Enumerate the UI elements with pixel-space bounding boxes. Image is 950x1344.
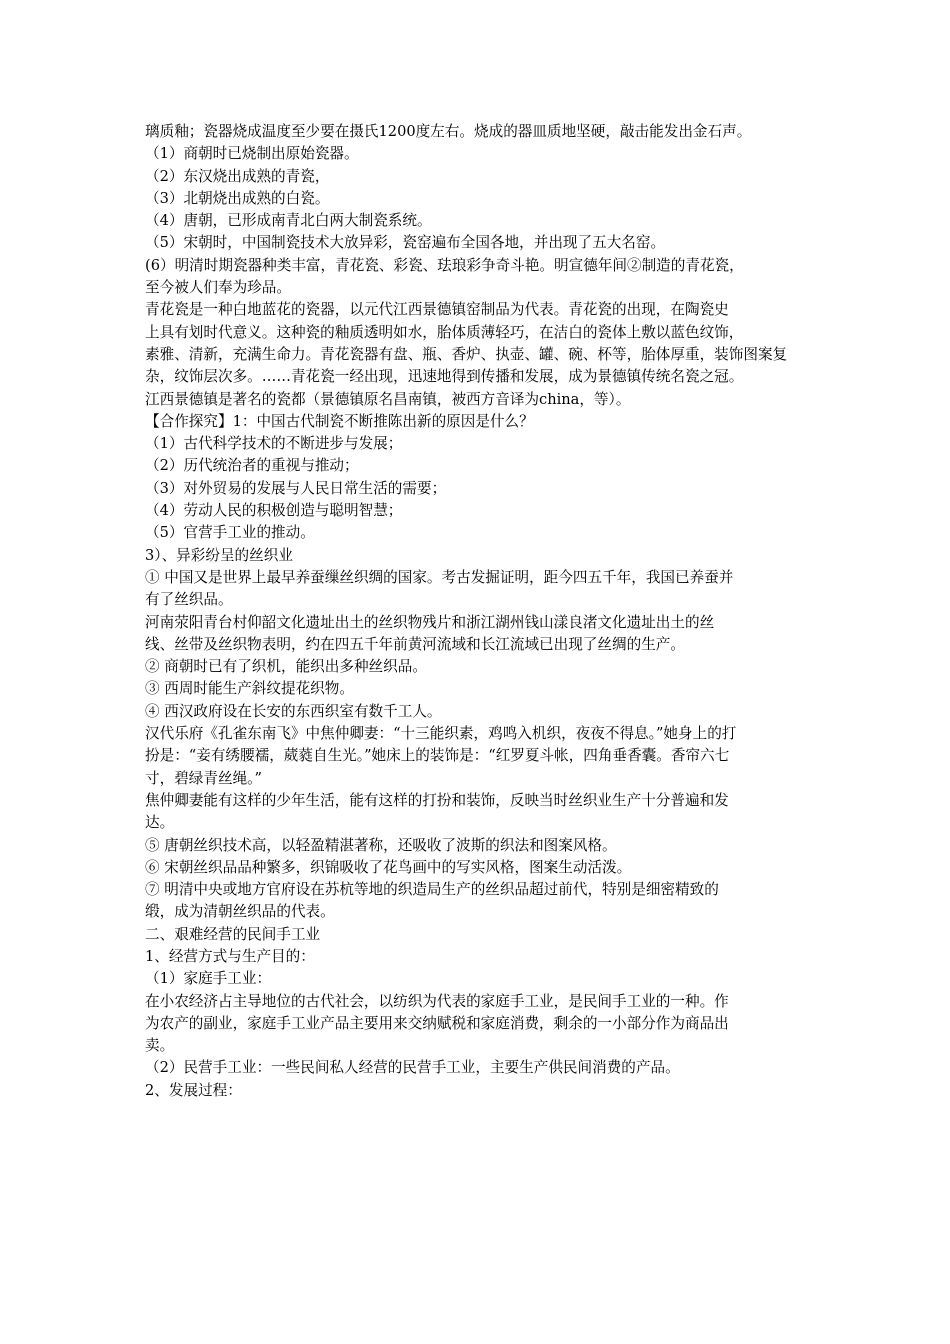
list-item: （1）古代科学技术的不断进步与发展； <box>145 435 403 453</box>
section-heading: 3）、异彩纷呈的丝织业 <box>145 546 293 564</box>
list-item: （5）官营手工业的推动。 <box>145 524 315 542</box>
list-item: （5）宋朝时，中国制瓷技术大放异彩，瓷窑遍布全国各地，并出现了五大名窑。 <box>145 234 666 252</box>
paragraph-line: 河南荥阳青台村仰韶文化遗址出土的丝织物残片和浙江湖州钱山漾良渚文化遗址出土的丝 <box>145 613 715 631</box>
list-item: (6）明清时期瓷器种类丰富，青花瓷、彩瓷、珐琅彩争奇斗艳。明宣德年间②制造的青花瓷， <box>145 256 744 274</box>
list-item: （4）劳动人民的积极创造与聪明智慧； <box>145 502 403 520</box>
section-heading: 【合作探究】1：中国古代制瓷不断推陈出新的原因是什么？ <box>145 412 534 430</box>
list-item: （3）北朝烧出成熟的白瓷。 <box>145 189 330 207</box>
paragraph-line: 青花瓷是一种白地蓝花的瓷器，以元代江西景德镇窑制品为代表。青花瓷的出现，在陶瓷史 <box>145 301 729 319</box>
text-line: 至今被人们奉为珍品。 <box>145 279 291 297</box>
list-item: （1）家庭手工业： <box>145 970 272 988</box>
list-item: （1）商朝时已烧制出原始瓷器。 <box>145 145 359 163</box>
paragraph-line: 江西景德镇是著名的瓷都（景德镇原名昌南镇，被西方音译为china，等）。 <box>145 390 631 408</box>
list-item: ⑦ 明清中央或地方官府设在苏杭等地的织造局生产的丝织品超过前代，特别是细密精致的 <box>145 881 719 899</box>
document-body <box>145 121 815 1102</box>
paragraph-line: 上具有划时代意义。这种瓷的釉质透明如水，胎体质薄轻巧，在洁白的瓷体上敷以蓝色纹饰， <box>145 323 744 341</box>
paragraph-line: 达。 <box>145 814 175 832</box>
paragraph-line: 扮是：“妾有绣腰襦，葳蕤自生光。”她床上的装饰是：“红罗夏斗帐，四角垂香囊。香帘六七 <box>145 747 730 765</box>
paragraph-line: 在小农经济占主导地位的古代社会，以纺织为代表的家庭手工业，是民间手工业的一种。作 <box>145 992 729 1010</box>
list-item: （4）唐朝，已形成南青北白两大制瓷系统。 <box>145 212 432 230</box>
list-item: ④ 西汉政府设在长安的东西织室有数千工人。 <box>145 702 442 720</box>
list-item: （3）对外贸易的发展与人民日常生活的需要； <box>145 479 447 497</box>
paragraph-line: 线、丝带及丝织物表明，约在四五千年前黄河流域和长江流域已出现了丝绸的生产。 <box>145 635 685 653</box>
paragraph-line: 汉代乐府《孔雀东南飞》中焦仲卿妻：“十三能织素，鸡鸣入机织，夜夜不得息。”她身上的打 <box>145 725 737 743</box>
subsection-heading: 2、发展过程： <box>145 1081 242 1099</box>
list-item: ① 中国又是世界上最早养蚕缫丝织绸的国家。考古发掘证明，距今四五千年，我国已养蚕并 <box>145 568 734 586</box>
list-item: ③ 西周时能生产斜纹提花织物。 <box>145 680 354 698</box>
list-item: ② 商朝时已有了织机，能织出多种丝织品。 <box>145 658 427 676</box>
text-line: 璃质釉；瓷器烧成温度至少要在摄氏1200度左右。烧成的器皿质地坚硬，敲击能发出金石声。 <box>145 123 752 140</box>
paragraph-line: 素雅、清新，充满生命力。青花瓷器有盘、瓶、香炉、执壶、罐、碗、杯等，胎体厚重，装饰图案复 <box>145 345 788 363</box>
paragraph-line: 寸，碧绿青丝绳。” <box>145 769 262 787</box>
list-item: （2）东汉烧出成熟的青瓷， <box>145 167 330 185</box>
list-item: （2）民营手工业：一些民间私人经营的民营手工业，主要生产供民间消费的产品。 <box>145 1059 680 1077</box>
text-line: 缎，成为清朝丝织品的代表。 <box>145 903 335 921</box>
list-item: ⑥ 宋朝丝织品品种繁多，织锦吸收了花鸟画中的写实风格，图案生动活泼。 <box>145 858 632 876</box>
section-heading: 二、艰难经营的民间手工业 <box>145 925 321 943</box>
list-item: （2）历代统治者的重视与推动； <box>145 457 359 475</box>
subsection-heading: 1、经营方式与生产目的： <box>145 947 315 965</box>
list-item: ⑤ 唐朝丝织技术高，以轻盈精湛著称，还吸收了波斯的织法和图案风格。 <box>145 836 617 854</box>
paragraph-line: 杂，纹饰层次多。……青花瓷一经出现，迅速地得到传播和发展，成为景德镇传统名瓷之冠。 <box>145 368 744 386</box>
text-line: 有了丝织品。 <box>145 591 233 609</box>
paragraph-line: 焦仲卿妻能有这样的少年生活，能有这样的打扮和装饰，反映当时丝织业生产十分普遍和发 <box>145 791 729 809</box>
paragraph-line: 为农产的副业，家庭手工业产品主要用来交纳赋税和家庭消费，剩余的一小部分作为商品出 <box>145 1014 729 1032</box>
paragraph-line: 卖。 <box>145 1037 175 1055</box>
